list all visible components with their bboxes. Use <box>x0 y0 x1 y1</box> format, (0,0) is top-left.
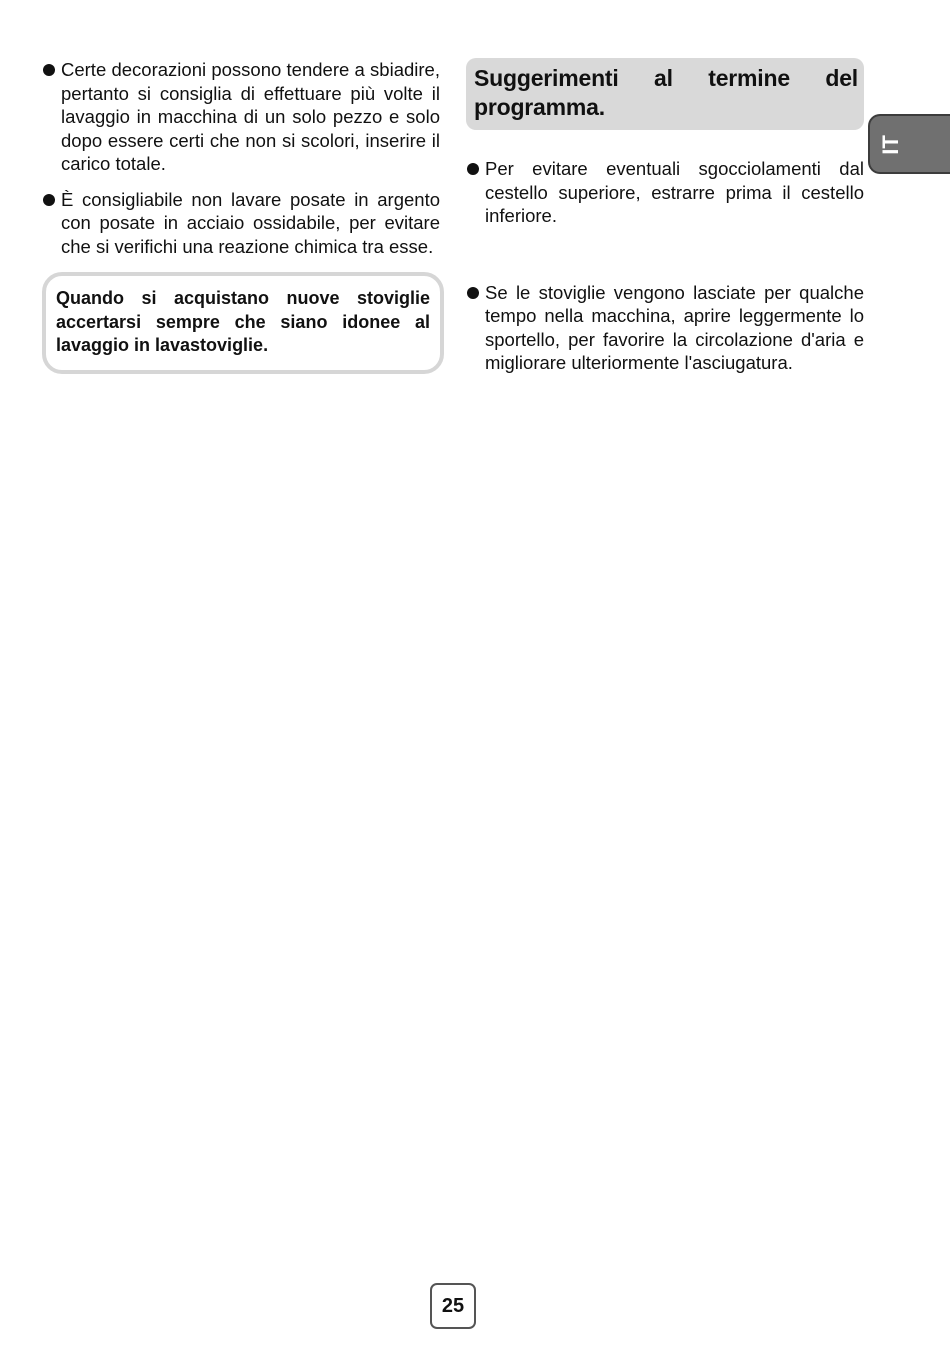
bullet-item <box>466 281 864 375</box>
note-text: Quando si acquistano nuove stoviglie accertarsi sempre che siano idonee al lavaggio in lavastoviglie. <box>56 288 430 355</box>
bullet-item <box>42 58 440 176</box>
bullet-dot-icon <box>43 194 55 206</box>
page-number: 25 <box>430 1283 476 1329</box>
left-column <box>42 58 440 374</box>
language-tab-label: IT <box>878 135 903 155</box>
section-heading <box>466 58 864 130</box>
bullet-dot-icon <box>467 287 479 299</box>
bullet-text: Se le stoviglie vengono lasciate per qualche tempo nella macchina, aprire leggermente lo sportello, per favorire la circolazione d'aria e migliorare ulteriormente l'asciugatura. <box>485 281 864 373</box>
bullet-text: Per evitare eventuali sgocciolamenti dal cestello superiore, estrarre prima il cestello inferiore. <box>485 158 864 226</box>
bullet-item <box>42 188 440 259</box>
note-box <box>42 272 444 374</box>
section-heading-text: Suggerimenti al termine del programma. <box>474 65 858 120</box>
bullet-dot-icon <box>43 64 55 76</box>
bullet-text: Certe decorazioni possono tendere a sbiadire, pertanto si consiglia di effettuare più volte il lavaggio in macchina di un solo pezzo e solo dopo essere certi che non si scolori, inserire il carico totale. <box>61 59 440 174</box>
bullet-text: È consigliabile non lavare posate in argento con posate in acciaio ossidabile, per evitare che si verifichi una reazione chimica tra esse. <box>61 188 440 257</box>
bullet-dot-icon <box>467 163 479 175</box>
language-tab <box>868 114 950 174</box>
right-column <box>466 58 864 375</box>
bullet-item <box>466 157 864 228</box>
